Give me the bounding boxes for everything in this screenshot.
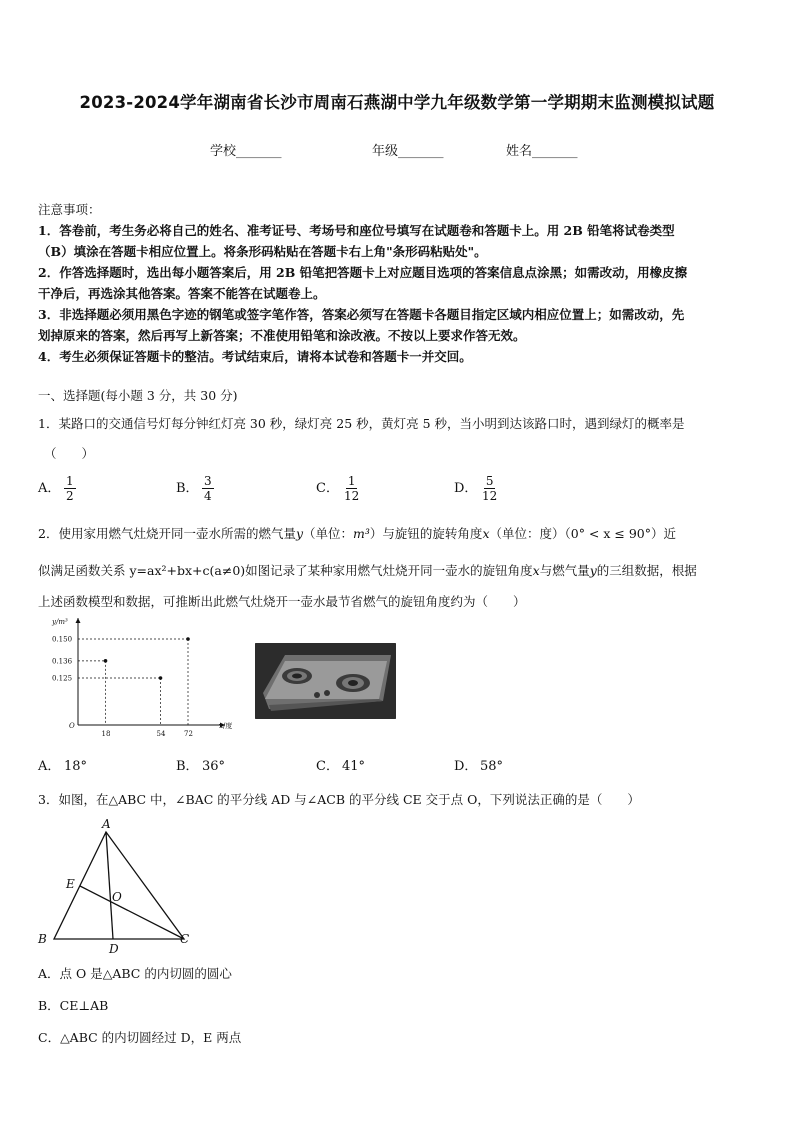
notice-line: 4．考生必须保证答题卡的整洁。考试结束后，请将本试卷和答题卡一并交回。 bbox=[38, 349, 472, 364]
gas-stove-image bbox=[255, 643, 396, 719]
triangle-figure bbox=[34, 815, 204, 957]
y-tick-label: 0.150 bbox=[52, 635, 73, 644]
question-1-option-d bbox=[454, 474, 499, 503]
question-2-line-2 bbox=[38, 561, 788, 581]
fraction bbox=[202, 474, 214, 503]
option-value: 18° bbox=[64, 759, 88, 774]
question-2-option-c bbox=[316, 755, 365, 774]
bisector-ad bbox=[106, 832, 113, 939]
vertex-label-c: C bbox=[180, 932, 190, 946]
x-tick-label: 72 bbox=[184, 730, 193, 738]
q2-text: ）与旋钮的旋转角度 bbox=[369, 526, 483, 541]
option-value: 36° bbox=[202, 759, 226, 774]
question-2-option-a bbox=[38, 755, 87, 774]
fraction-denominator: 12 bbox=[344, 489, 360, 503]
question-1-option-c bbox=[316, 474, 361, 503]
y-tick-label: 0.125 bbox=[52, 674, 73, 683]
notice-line: 3．非选择题必须用黑色字迹的钢笔或签字笔作答，答案必须写在答题卡各题目指定区域内相应位置上；如需改动，先 bbox=[38, 307, 685, 322]
gas-stove-photo bbox=[255, 643, 396, 719]
option-label: C． bbox=[316, 759, 339, 774]
point-label-d: D bbox=[109, 942, 119, 956]
question-2-line-3: 上述函数模型和数据，可推断出此燃气灶烧开一壶水最节省燃气的旋钮角度约为（ ） bbox=[38, 594, 526, 609]
fraction-denominator: 4 bbox=[204, 489, 212, 503]
q2-text: （单位：度）（0° < x ≤ 90°）近 bbox=[489, 526, 676, 541]
question-2-line-1 bbox=[38, 524, 788, 544]
option-label: B． bbox=[176, 759, 199, 774]
question-2-option-b bbox=[176, 755, 225, 774]
var-x: x bbox=[532, 563, 540, 578]
grade-field: 年级_______ bbox=[372, 144, 444, 159]
question-3-option-b: B．CE⊥AB bbox=[38, 998, 109, 1013]
y-axis-arrow bbox=[76, 618, 81, 623]
point-label-o: O bbox=[112, 890, 122, 904]
section-heading: 一、选择题(每小题 3 分，共 30 分) bbox=[38, 388, 238, 403]
fraction bbox=[480, 474, 499, 503]
point-label-e: E bbox=[66, 877, 75, 891]
unit: m³ bbox=[353, 526, 370, 541]
origin-label: O bbox=[69, 722, 75, 730]
option-label: C． bbox=[316, 481, 339, 496]
bisector-ce bbox=[80, 886, 184, 939]
option-label: D． bbox=[454, 481, 478, 496]
question-1-paren: （ ） bbox=[44, 446, 95, 461]
notice-line: 干净后，再选涂其他答案。答案不能答在试题卷上。 bbox=[38, 286, 326, 301]
option-label: A． bbox=[38, 759, 61, 774]
var-y: y bbox=[589, 563, 597, 578]
var-x: x bbox=[482, 526, 490, 541]
x-tick-label: 54 bbox=[156, 730, 166, 738]
fraction-numerator: 3 bbox=[204, 474, 212, 488]
data-point bbox=[186, 637, 190, 641]
gas-usage-chart bbox=[40, 612, 240, 742]
notice-line: （B）填涂在答题卡相应位置上。将条形码粘贴在答题卡右上角"条形码粘贴处"。 bbox=[38, 244, 487, 259]
notice-heading: 注意事项： bbox=[38, 202, 101, 217]
option-label: A． bbox=[38, 481, 61, 496]
fraction bbox=[64, 474, 76, 503]
fraction-denominator: 2 bbox=[66, 489, 74, 503]
y-tick-label: 0.136 bbox=[52, 657, 73, 666]
option-value: 41° bbox=[342, 759, 366, 774]
question-1-option-b bbox=[176, 474, 214, 503]
school-field: 学校_______ bbox=[210, 144, 282, 159]
x-axis-label: x/度 bbox=[219, 722, 233, 730]
data-point bbox=[159, 676, 163, 680]
option-label: D． bbox=[454, 759, 478, 774]
question-1-option-a bbox=[38, 474, 76, 503]
question-3-option-a: A．点 O 是△ABC 的内切圆的圆心 bbox=[38, 966, 232, 981]
question-3-stem: 3．如图，在△ABC 中，∠BAC 的平分线 AD 与∠ACB 的平分线 CE 交于点 O，下列说法正确的是（ ） bbox=[38, 792, 640, 807]
fraction-numerator: 5 bbox=[485, 474, 494, 488]
q2-text: （单位： bbox=[303, 526, 354, 541]
question-3-option-c: C．△ABC 的内切圆经过 D，E 两点 bbox=[38, 1030, 242, 1045]
fraction-numerator: 1 bbox=[66, 474, 74, 488]
fraction-denominator: 12 bbox=[482, 489, 498, 503]
option-label: B． bbox=[176, 481, 199, 496]
data-point bbox=[104, 659, 108, 663]
var-y: y bbox=[295, 526, 304, 541]
x-tick-label: 18 bbox=[101, 730, 111, 738]
page-title: 2023-2024学年湖南省长沙市周南石燕湖中学九年级数学第一学期期末监测模拟试题 bbox=[79, 93, 715, 112]
question-1-stem: 1．某路口的交通信号灯每分钟红灯亮 30 秒，绿灯亮 25 秒，黄灯亮 5 秒，当小明到达该路口时，遇到绿灯的概率是 bbox=[38, 416, 685, 431]
y-axis-label: y/m³ bbox=[52, 618, 68, 626]
q2-text: 与燃气量 bbox=[539, 563, 590, 578]
vertex-label-a: A bbox=[102, 817, 111, 831]
notice-line: 2．作答选择题时，选出每小题答案后，用 2B 铅笔把答题卡上对应题目选项的答案信息点涂黑；如需改动，用橡皮擦 bbox=[38, 265, 688, 280]
question-2-option-d bbox=[454, 755, 503, 774]
q2-text: 似满足函数关系 y=ax²+bx+c(a≠0)如图记录了某种家用燃气灶烧开同一壶水的旋钮角度 bbox=[38, 563, 533, 578]
q2-text: 2．使用家用燃气灶烧开同一壶水所需的燃气量 bbox=[38, 526, 296, 541]
name-field: 姓名_______ bbox=[506, 144, 578, 159]
fraction-numerator: 1 bbox=[347, 474, 356, 488]
q2-text: 的三组数据，根据 bbox=[596, 563, 697, 578]
notice-line: 划掉原来的答案，然后再写上新答案；不准使用铅笔和涂改液。不按以上要求作答无效。 bbox=[38, 328, 526, 343]
notice-line: 1．答卷前，考生务必将自己的姓名、准考证号、考场号和座位号填写在试题卷和答题卡上。用 2B 铅笔将试卷类型 bbox=[38, 223, 675, 238]
option-value: 58° bbox=[480, 759, 504, 774]
fraction bbox=[342, 474, 361, 503]
vertex-label-b: B bbox=[38, 932, 47, 946]
